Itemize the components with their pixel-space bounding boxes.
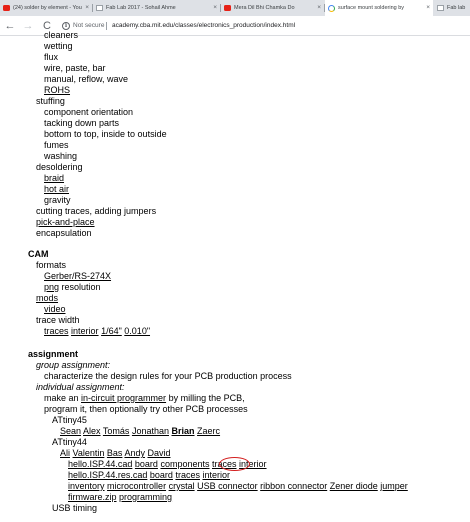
youtube-icon — [3, 5, 10, 11]
list-item: fumes — [44, 140, 69, 150]
section-heading-cam: CAM — [28, 249, 49, 259]
in-circuit-programmer-link[interactable]: in-circuit programmer — [81, 393, 167, 403]
student-link-andy[interactable]: Andy — [124, 448, 145, 458]
interior-link[interactable]: interior — [202, 470, 230, 480]
mods-link[interactable]: mods — [36, 293, 59, 303]
hello-isp-44-res-cad-link[interactable]: hello.ISP.44.res.cad — [68, 470, 148, 480]
components-link[interactable]: components — [160, 459, 210, 469]
annotation-circle — [219, 457, 250, 471]
student-link-valentin[interactable]: Valentin — [72, 448, 105, 458]
tab-close-icon[interactable]: × — [426, 4, 430, 11]
ribbon-connector-link[interactable]: ribbon connector — [260, 481, 328, 491]
browser-tab-1[interactable] — [0, 0, 92, 16]
list-item: desoldering — [36, 162, 83, 172]
list-item: make an in-circuit programmer by milling the PCB, — [44, 393, 245, 403]
student-link-jonathan[interactable]: Jonathan — [131, 426, 169, 436]
usb-connector-link[interactable]: USB connector — [197, 481, 258, 491]
board-link[interactable]: board — [149, 470, 173, 480]
list-item: ATtiny45 — [52, 415, 87, 425]
list-item — [68, 481, 408, 492]
board-link[interactable]: board — [134, 459, 158, 469]
list-item: manual, reflow, wave — [44, 74, 129, 84]
google-icon — [328, 5, 335, 12]
youtube-icon — [224, 5, 231, 11]
list-item — [44, 326, 150, 337]
tab-close-icon[interactable]: × — [317, 4, 321, 11]
list-item: group assignment: — [36, 360, 111, 370]
list-item: characterize the design rules for your PCB production process — [44, 371, 292, 381]
traces-link[interactable]: traces — [44, 326, 69, 336]
tab-title: Mera Dil Bhi Chamka Do — [234, 5, 295, 11]
tab-title: surface mount soldering by — [338, 5, 405, 11]
list-item: formats — [36, 260, 67, 270]
student-link-bas[interactable]: Bas — [106, 448, 123, 458]
list-item: component orientation — [44, 107, 134, 117]
crystal-link[interactable]: crystal — [168, 481, 195, 491]
tab-title: (24) solder by element - You — [13, 5, 82, 11]
list-item — [68, 492, 172, 503]
list-item: stuffing — [36, 96, 65, 106]
back-arrow-icon[interactable]: ← — [4, 20, 16, 32]
student-link-brian[interactable]: Brian — [171, 426, 195, 436]
list-item — [60, 448, 170, 459]
rohs-link[interactable]: ROHS — [44, 85, 71, 95]
tab-title: Fab Lab 2017 - Sohail Ahme — [106, 5, 176, 11]
list-item: wetting — [44, 41, 73, 51]
security-status[interactable]: Not secure — [73, 22, 105, 29]
list-item — [60, 426, 220, 437]
gerber-link[interactable]: Gerber/RS-274X — [44, 271, 112, 281]
browser-tab-3[interactable] — [221, 0, 324, 16]
firmware-zip-link[interactable]: firmware.zip — [68, 492, 117, 502]
braid-link[interactable]: braid — [44, 173, 65, 183]
student-link-david[interactable]: David — [147, 448, 171, 458]
list-item: encapsulation — [36, 228, 92, 238]
inventory-link[interactable]: inventory — [68, 481, 105, 491]
section-heading-assignment: assignment — [28, 349, 79, 359]
list-item: tacking down parts — [44, 118, 120, 128]
interior-link[interactable]: interior — [71, 326, 99, 336]
address-bar[interactable]: academy.cba.mit.edu/classes/electronics_production/index.html — [112, 22, 296, 29]
list-item — [44, 173, 64, 184]
student-link-alex[interactable]: Alex — [83, 426, 101, 436]
list-item: trace width — [36, 315, 80, 325]
programming-link[interactable]: programming — [119, 492, 173, 502]
list-item — [36, 293, 58, 304]
microcontroller-link[interactable]: microcontroller — [107, 481, 167, 491]
list-item — [44, 304, 66, 315]
tab-close-icon[interactable]: × — [85, 4, 89, 11]
student-link-zaerc[interactable]: Zaerc — [197, 426, 221, 436]
pick-and-place-link[interactable]: pick-and-place — [36, 217, 95, 227]
list-item: bottom to top, inside to outside — [44, 129, 167, 139]
page-icon — [96, 5, 103, 11]
student-link-tomas[interactable]: Tomás — [102, 426, 130, 436]
browser-tab-4[interactable] — [325, 0, 433, 16]
list-item: cutting traces, adding jumpers — [36, 206, 157, 216]
traces-link[interactable]: traces — [212, 459, 237, 469]
tab-close-icon[interactable]: × — [213, 4, 217, 11]
address-separator — [106, 22, 107, 30]
list-item: wire, paste, bar — [44, 63, 106, 73]
page-content — [0, 30, 470, 522]
list-item: program it, then optionally try other PCB processes — [44, 404, 248, 414]
hot-air-link[interactable]: hot air — [44, 184, 70, 194]
browser-tab-strip — [0, 0, 470, 16]
list-item: png resolution — [44, 282, 101, 292]
browser-tab-5[interactable] — [434, 0, 470, 16]
list-item — [68, 470, 230, 481]
list-item: USB timing — [52, 503, 98, 513]
browser-tab-2[interactable] — [93, 0, 220, 16]
list-item: cleaners — [44, 30, 79, 40]
list-item — [44, 271, 111, 282]
list-item: individual assignment: — [36, 382, 125, 392]
interior-link[interactable]: interior — [239, 459, 267, 469]
info-icon[interactable]: i — [62, 22, 70, 30]
student-link-sean[interactable]: Sean — [60, 426, 82, 436]
list-item — [44, 184, 69, 195]
list-item — [44, 85, 70, 96]
trace-decimal-link[interactable]: 0.010" — [124, 326, 151, 336]
page-icon — [437, 5, 444, 11]
tab-title: Fab lab — [447, 5, 466, 11]
list-item: ATtiny44 — [52, 437, 87, 447]
list-item — [36, 217, 95, 228]
trace-fraction-link[interactable]: 1/64" — [101, 326, 122, 336]
traces-link[interactable]: traces — [175, 470, 200, 480]
forward-arrow-icon[interactable]: → — [22, 20, 34, 32]
student-link-ali[interactable]: Ali — [60, 448, 71, 458]
hello-isp-44-cad-link[interactable]: hello.ISP.44.cad — [68, 459, 133, 469]
jumper-link[interactable]: jumper — [380, 481, 408, 491]
zener-diode-link[interactable]: Zener diode — [329, 481, 378, 491]
video-link[interactable]: video — [44, 304, 66, 314]
list-item: flux — [44, 52, 59, 62]
list-item: gravity — [44, 195, 71, 205]
png-link[interactable]: png — [44, 282, 60, 292]
list-item: washing — [44, 151, 78, 161]
reload-icon[interactable]: C — [43, 20, 51, 32]
